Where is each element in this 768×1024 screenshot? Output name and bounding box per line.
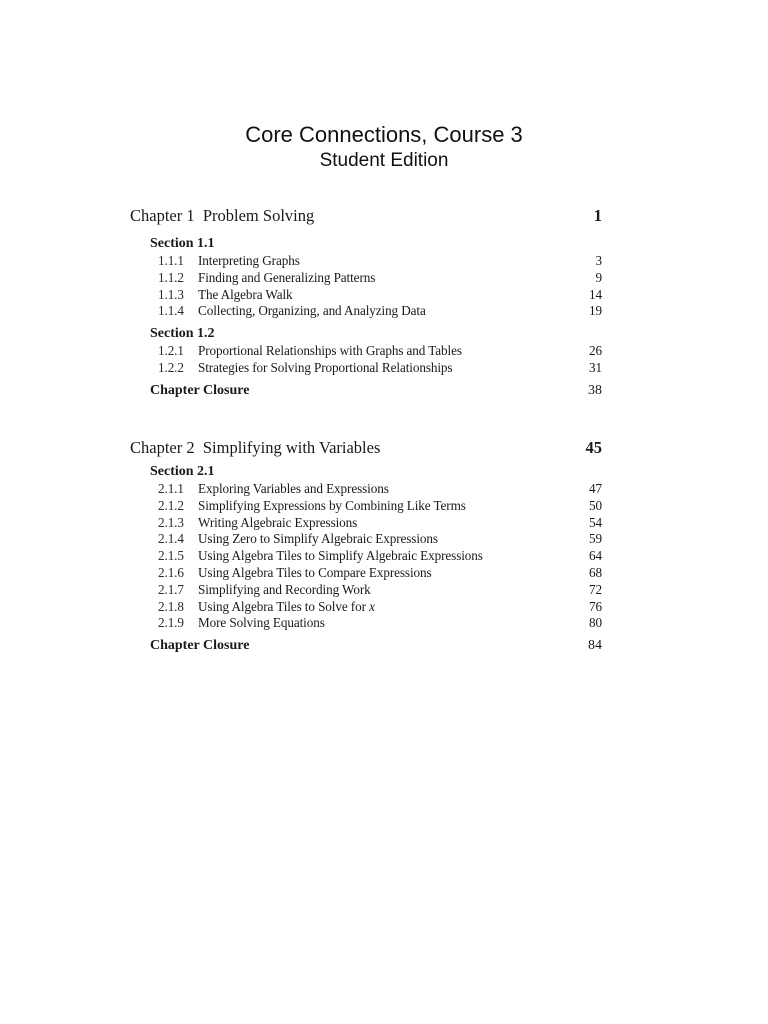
lesson-label: Simplifying Expressions by Combining Like Terms [198, 497, 466, 513]
chapter-page: 1 [593, 206, 602, 225]
lesson-page: 9 [595, 269, 602, 285]
chapter-2 [130, 438, 602, 656]
lesson-number: 2.1.2 [158, 497, 184, 513]
lesson-entry [130, 565, 602, 582]
lesson-label: The Algebra Walk [198, 286, 293, 302]
chapter-heading [130, 206, 602, 230]
lesson-entry [130, 531, 602, 548]
lesson-page: 47 [589, 481, 602, 496]
lesson-label: Writing Algebraic Expressions [198, 514, 358, 530]
lesson-label: Simplifying and Recording Work [198, 581, 371, 597]
section-heading: Section 1.1 [150, 236, 215, 251]
lesson-page: 59 [589, 531, 602, 547]
lesson-entry [130, 253, 602, 270]
chapter-heading [130, 438, 602, 462]
lesson-page: 72 [589, 581, 602, 597]
section-heading: Section 1.2 [150, 326, 215, 342]
lesson-number: 1.2.2 [158, 359, 184, 375]
lesson-page: 3 [595, 253, 602, 268]
lesson-entry [130, 582, 602, 599]
lesson-label: Using Algebra Tiles to Simplify Algebraic Expressions [198, 548, 483, 564]
lesson-page: 68 [589, 564, 602, 580]
lesson-number: 2.1.1 [158, 481, 184, 496]
chapter-1 [130, 206, 602, 401]
lesson-number: 1.1.3 [158, 286, 184, 302]
lesson-number: 1.1.1 [158, 253, 184, 268]
lesson-entry [130, 498, 602, 515]
lesson-number: 2.1.6 [158, 564, 184, 580]
closure-page: 84 [588, 638, 602, 654]
lesson-number: 1.1.2 [158, 269, 184, 285]
closure-label: Chapter Closure [150, 638, 250, 654]
lesson-page: 80 [589, 615, 602, 631]
lesson-number: 2.1.4 [158, 531, 184, 547]
lesson-entry [130, 515, 602, 532]
lesson-number: 2.1.8 [158, 598, 184, 614]
lesson-label: Using Algebra Tiles to Solve for x [198, 598, 375, 614]
lesson-entry [130, 287, 602, 304]
chapter-closure [130, 383, 602, 401]
chapter-page: 45 [585, 438, 602, 457]
lesson-entry [130, 481, 602, 498]
lesson-label: Proportional Relationships with Graphs and Tables [198, 343, 462, 359]
lesson-page: 31 [589, 359, 602, 375]
chapter-closure [130, 638, 602, 656]
lesson-entry [130, 360, 602, 377]
lesson-page: 26 [589, 343, 602, 359]
lesson-label: Using Zero to Simplify Algebraic Expressions [198, 531, 438, 547]
lesson-page: 76 [589, 598, 602, 614]
lesson-page: 64 [589, 548, 602, 564]
lesson-number: 2.1.7 [158, 581, 184, 597]
lesson-entry [130, 343, 602, 360]
lesson-label: Strategies for Solving Proportional Relationships [198, 359, 453, 375]
lesson-number: 1.2.1 [158, 343, 184, 359]
book-title: Core Connections, Course 3 [245, 122, 523, 147]
lesson-number: 1.1.4 [158, 303, 184, 319]
lesson-label: More Solving Equations [198, 615, 325, 631]
lesson-entry [130, 548, 602, 565]
lesson-label: Collecting, Organizing, and Analyzing Data [198, 303, 426, 319]
lesson-page: 50 [589, 497, 602, 513]
closure-label: Chapter Closure [150, 382, 250, 398]
lesson-page: 54 [589, 514, 602, 530]
closure-page: 38 [588, 382, 602, 398]
lesson-label: Finding and Generalizing Patterns [198, 269, 376, 285]
lesson-page: 14 [589, 286, 602, 302]
lesson-entry [130, 303, 602, 320]
lesson-label: Exploring Variables and Expressions [198, 481, 389, 496]
lesson-page: 19 [589, 303, 602, 319]
lesson-entry [130, 270, 602, 287]
lesson-label: Interpreting Graphs [198, 253, 300, 268]
section-heading: Section 2.1 [150, 464, 215, 479]
chapter-title: Chapter 2 Simplifying with Variables [130, 438, 381, 457]
chapter-title: Chapter 1 Problem Solving [130, 206, 315, 225]
lesson-label: Using Algebra Tiles to Compare Expressions [198, 564, 432, 580]
lesson-entry [130, 599, 602, 616]
lesson-number: 2.1.5 [158, 548, 184, 564]
lesson-entry [130, 615, 602, 632]
book-subtitle: Student Edition [319, 150, 449, 171]
lesson-number: 2.1.9 [158, 615, 184, 631]
lesson-number: 2.1.3 [158, 514, 184, 530]
